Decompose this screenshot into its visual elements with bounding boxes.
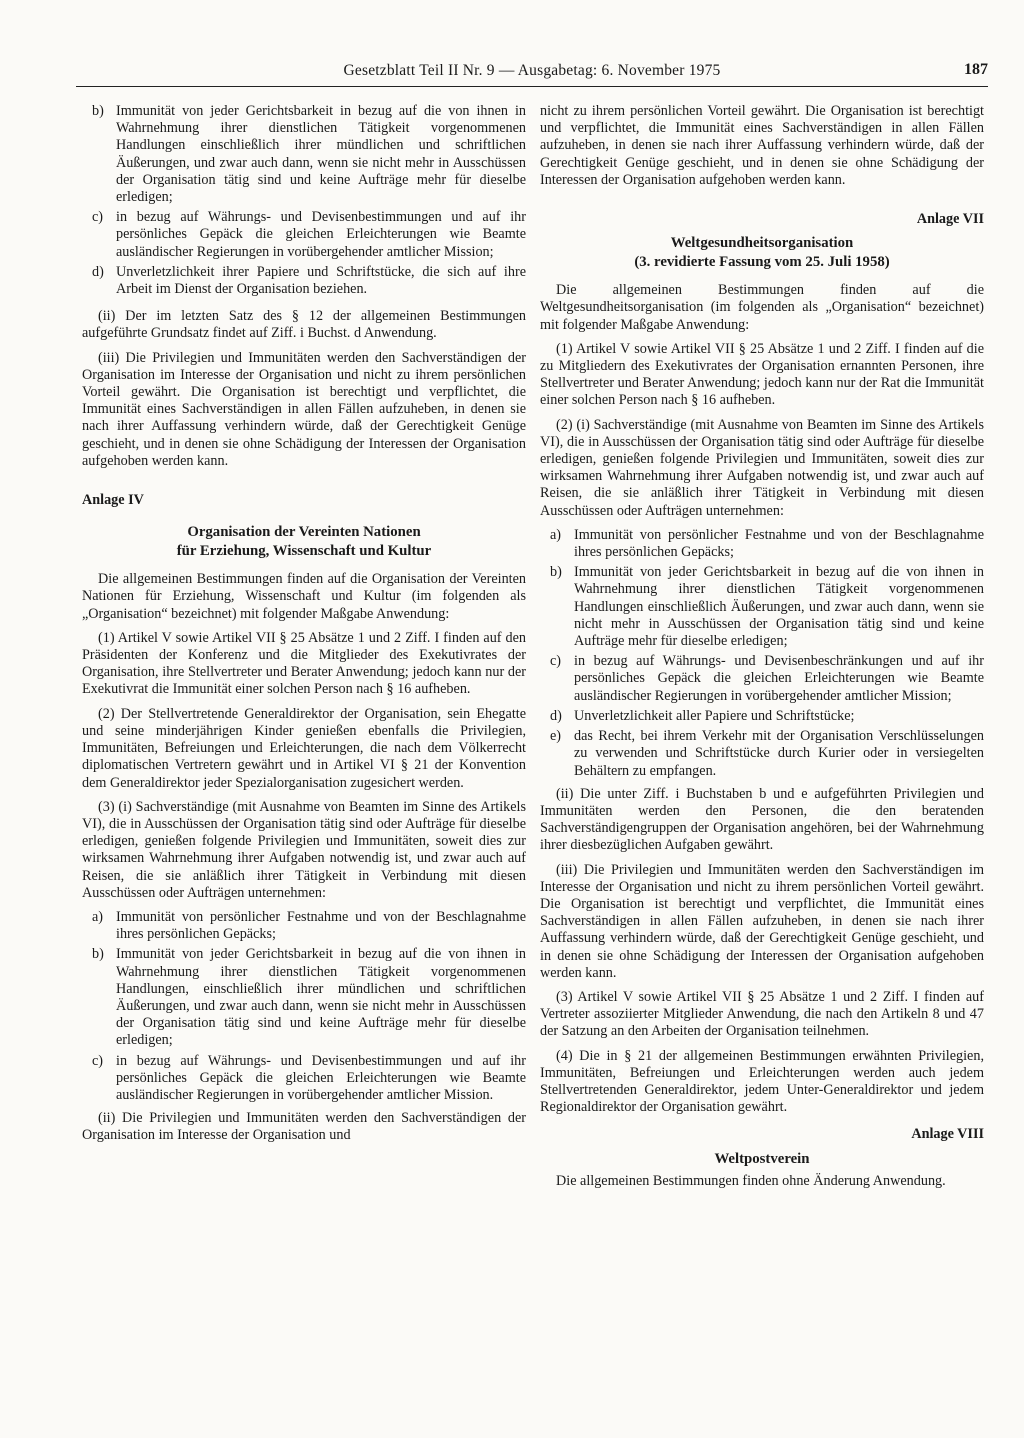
paragraph: (iii) Die Privilegien und Immunitäten werden den Sachverständigen im Interesse der Organisation und nicht zu ihrem persönlichen Vorteil gewährt. Die Organisation ist berechtigt und verpflichtet, die Immunität eines Sachverständigen in allen Fällen aufzuheben, in denen sie nach ihrer Auffassung verhindern würde, daß der Gerechtigkeit Genüge geschieht, und in denen sie ohne Schädigung der Interessen der Organisation aufgehoben werden kann. <box>540 861 984 981</box>
list-item <box>540 728 984 780</box>
item-label: d) <box>92 263 104 280</box>
item-label: a) <box>92 908 104 925</box>
annex-title-line: für Erziehung, Wissenschaft und Kultur <box>176 543 432 560</box>
list-item <box>82 1053 526 1105</box>
item-text: Immunität von jeder Gerichtsbarkeit in bezug auf die von ihnen in Wahrnehmung ihrer dienstlichen Tätigkeit vorgenommenen Handlungen, einschließlich ihrer mündlichen und schriftlichen Äußerungen, und zwar auch dann, wenn sie nicht mehr in Ausschüssen der Organisation tätig sind und keine Aufträge mehr für dieselbe erledigen; <box>116 946 526 1049</box>
page-number: 187 <box>964 61 988 78</box>
item-text: Immunität von persönlicher Festnahme und von der Beschlagnahme ihres persönlichen Gepäcks; <box>574 526 984 561</box>
paragraph: (iii) Die Privilegien und Immunitäten werden den Sachverständigen der Organisation im Interesse der Organisation und nicht zu ihrem persönlichen Vorteil gewährt. Die Organisation ist berechtigt und verpflichtet, die Immunität eines Sachverständigen in allen Fällen aufzuheben, in denen sie nach ihrer Auffassung verhindern würde, daß der Gerechtigkeit Genüge geschieht, und in denen sie ohne Schädigung der Interessen der Organisation aufgehoben werden kann. <box>82 349 526 469</box>
paragraph: Die allgemeinen Bestimmungen finden auf die Weltgesundheitsorganisation (im folgenden als „Organisation“ bezeichnet) mit folgender Maßgabe Anwendung: <box>540 282 984 333</box>
page-header <box>76 60 988 87</box>
paragraph: (ii) Der im letzten Satz des § 12 der allgemeinen Bestimmungen aufgeführte Grundsatz findet auf Ziff. i Buchst. d Anwendung. <box>82 308 526 342</box>
list-item <box>82 103 526 206</box>
paragraph: (ii) Die unter Ziff. i Buchstaben b und e aufgeführten Privilegien und Immunitäten werden den Personen, die den beratenden Sachverständigengruppen der Organisation angehören, bei der Wahrnehmung ihrer diesbezüglichen Aufgaben gewährt. <box>540 785 984 854</box>
paragraph: (4) Die in § 21 der allgemeinen Bestimmungen erwähnten Privilegien, Immunitäten, Befreiungen und Erleichterungen werden auch jedem Stellvertretenden Generaldirektor, jedem Unter-Generaldirektor und jedem Regionaldirektor der Organisation gewährt. <box>540 1047 984 1116</box>
annex-title <box>540 234 984 272</box>
paragraph: (1) Artikel V sowie Artikel VII § 25 Absätze 1 und 2 Ziff. I finden auf die zu Mitgliedern des Exekutivrates der Organisation ernannten Personen, ihre Stellvertreter und Berater Anwendung; jedoch kann nur der Rat die Immunität einer solchen Person nach § 16 aufheben. <box>540 340 984 409</box>
item-text: Unverletzlichkeit ihrer Papiere und Schriftstücke, die sich auf ihre Arbeit im Dienst der Organisation beziehen. <box>116 263 526 298</box>
list-item <box>82 946 526 1049</box>
item-label: b) <box>92 946 104 963</box>
annex-title <box>82 523 526 561</box>
annex-title-line: Weltgesundheitsorganisation <box>670 235 854 252</box>
annex-label: Anlage VIII <box>911 1126 984 1143</box>
paragraph: Die allgemeinen Bestimmungen finden auf die Organisation der Vereinten Nationen für Erziehung, Wissenschaft und Kultur (im folgenden als „Organisation“ bezeichnet) mit folgender Maßgabe Anwendung: <box>82 571 526 622</box>
item-text: Immunität von jeder Gerichtsbarkeit in bezug auf die von ihnen in Wahrnehmung ihrer dienstlichen Tätigkeit vorgenommenen Handlungen einschließlich ihrer mündlichen und schriftlichen Äußerungen, und zwar auch dann, wenn sie nicht mehr in Ausschüssen der Organisation tätig sind und keine Aufträge mehr für dieselbe erledigen; <box>116 103 526 206</box>
item-text: das Recht, bei ihrem Verkehr mit der Organisation Verschlüsselungen zu verwenden und Schriftstücke durch Kurier oder in versiegelten Behältern zu empfangen. <box>574 728 984 779</box>
paragraph: Die allgemeinen Bestimmungen finden ohne Änderung Anwendung. <box>556 1172 946 1189</box>
left-column <box>82 103 526 1152</box>
paragraph: (ii) Die Privilegien und Immunitäten werden den Sachverständigen der Organisation im Interesse der Organisation und <box>82 1110 526 1144</box>
item-label: c) <box>550 653 562 670</box>
item-label: b) <box>92 103 104 119</box>
item-text: in bezug auf Währungs- und Devisenbeschränkungen und auf ihr persönliches Gepäck die gleichen Erleichterungen wie Beamte ausländischer Regierungen in vorübergehender amtlicher Mission; <box>574 653 984 704</box>
list-item <box>540 708 984 725</box>
item-text: Immunität von persönlicher Festnahme und von der Beschlagnahme ihres persönlichen Gepäcks; <box>116 908 526 943</box>
list-item <box>540 564 984 650</box>
item-label: c) <box>92 209 104 226</box>
right-column <box>540 103 984 1197</box>
annex-label: Anlage IV <box>82 492 144 509</box>
paragraph: (2) Der Stellvertretende Generaldirektor der Organisation, sein Ehegatte und seine minderjährigen Kinder genießen ebenfalls die Privilegien, Immunitäten, Befreiungen und Erleichterungen, die nach dem Völkerrecht diplomatischen Vertretern gewährt und in Artikel VI § 21 der Konvention dem Generaldirektor jeder Spezialorganisation zugesichert werden. <box>82 705 526 791</box>
annex-title-line: (3. revidierte Fassung vom 25. Juli 1958) <box>634 254 890 271</box>
list-item <box>82 264 526 298</box>
annex-title-line: Organisation der Vereinten Nationen <box>187 524 421 541</box>
list-item <box>540 527 984 561</box>
item-text: Immunität von jeder Gerichtsbarkeit in bezug auf die von ihnen in Wahrnehmung ihrer dienstlichen Tätigkeit vorgenommenen Handlungen einschließlich Äußerungen, und zwar auch dann, wenn sie nicht mehr in Ausschüssen der Organisation tätig sind und keine Aufträge mehr für dieselbe erledigen; <box>574 564 984 650</box>
list-item <box>82 909 526 943</box>
item-text: Unverletzlichkeit aller Papiere und Schriftstücke; <box>574 707 855 724</box>
annex-label: Anlage VII <box>916 211 984 228</box>
item-label: c) <box>92 1052 104 1069</box>
item-text: in bezug auf Währungs- und Devisenbestimmungen und auf ihr persönliches Gepäck die gleichen Erleichterungen wie Beamte ausländischer Regierungen in vorübergehender amtlicher Mission; <box>116 209 526 260</box>
running-title: Gesetzblatt Teil II Nr. 9 — Ausgabetag: 6. November 1975 <box>343 62 721 79</box>
item-text: in bezug auf Währungs- und Devisenbestimmungen und auf ihr persönliches Gepäck die gleichen Erleichterungen wie Beamte ausländischer Regierungen in vorübergehender amtlicher Mission. <box>116 1052 526 1103</box>
list-item <box>540 653 984 705</box>
paragraph: (1) Artikel V sowie Artikel VII § 25 Absätze 1 und 2 Ziff. I finden auf den Präsidenten der Konferenz und die Mitglieder des Exekutivrates der Organisation, ihre Stellvertreter und Berater Anwendung; jedoch kann nur der Exekutivrat die Immunität einer solchen Person nach § 16 aufheben. <box>82 629 526 698</box>
item-label: b) <box>550 564 562 581</box>
item-label: d) <box>550 707 562 724</box>
annex-title: Weltpostverein <box>714 1150 810 1167</box>
paragraph: (3) Artikel V sowie Artikel VII § 25 Absätze 1 und 2 Ziff. I finden auf Vertreter assoziierter Mitglieder Anwendung, die nach den Artikeln 8 und 47 der Satzung an den Arbeiten der Organisation teilnehmen. <box>540 988 984 1040</box>
list-item <box>82 209 526 261</box>
paragraph: (3) (i) Sachverständige (mit Ausnahme von Beamten im Sinne des Artikels VI), die in Ausschüssen der Organisation tätig sind oder Aufträge für dieselbe erledigen, genießen folgende Privilegien und Immunitäten, soweit dies zur wirksamen Wahrnehmung ihrer Aufgaben notwendig ist, und zwar auch auf Reisen, die sie anläßlich ihrer Tätigkeit in Verbindung mit diesen Ausschüssen oder Aufträgen unternehmen: <box>82 798 526 901</box>
item-label: a) <box>550 526 562 543</box>
paragraph: (2) (i) Sachverständige (mit Ausnahme von Beamten im Sinne des Artikels VI), die in Ausschüssen der Organisation tätig sind oder Aufträge für dieselbe erledigen, genießen folgende Privilegien und Immunitäten, soweit dies zur wirksamen Wahrnehmung ihrer Aufgaben notwendig ist, und zwar auch auf Reisen, die sie anläßlich ihrer Tätigkeit in Verbindung mit diesen Ausschüssen oder Aufträgen unternehmen: <box>540 416 984 519</box>
item-label: e) <box>550 728 562 745</box>
paragraph: nicht zu ihrem persönlichen Vorteil gewährt. Die Organisation ist berechtigt und verpflichtet, die Immunität eines Sachverständigen in allen Fällen aufzuheben, in denen sie nach ihrer Auffassung verhindern würde, daß der Gerechtigkeit Genüge geschieht, und in denen sie ohne Schädigung der Interessen der Organisation aufgehoben werden kann. <box>540 103 984 188</box>
